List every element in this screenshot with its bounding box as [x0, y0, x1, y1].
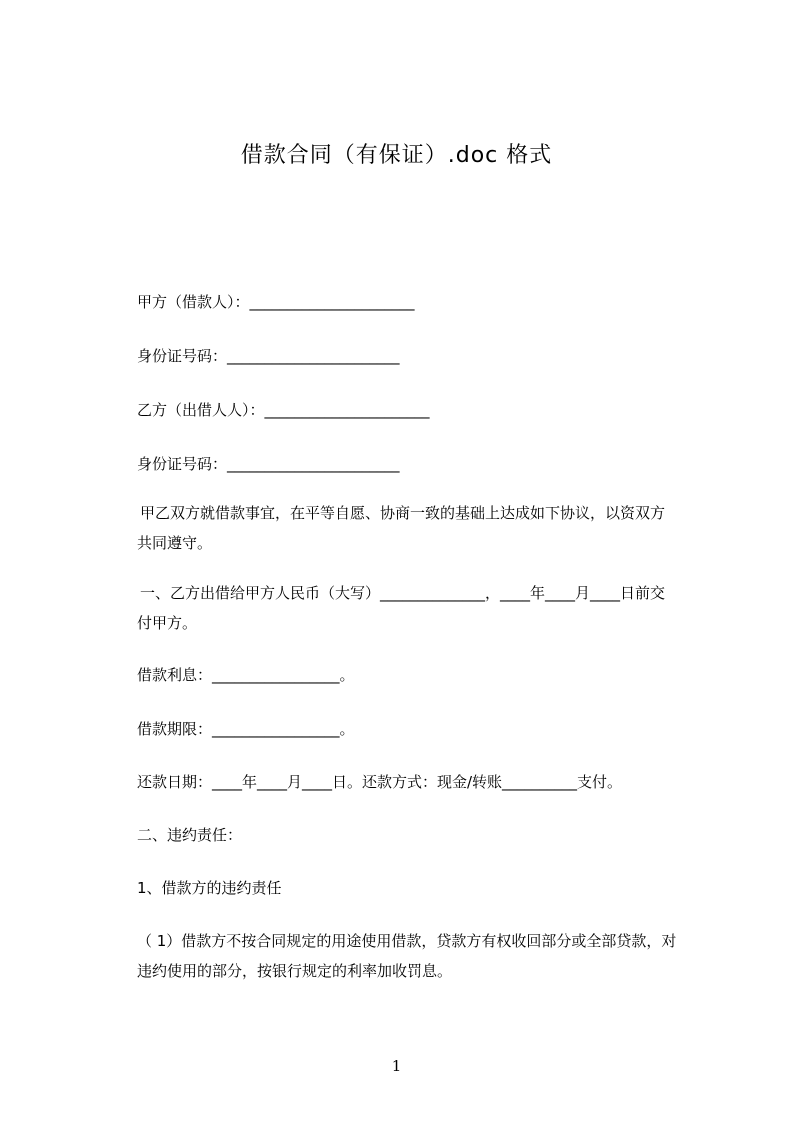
repayment-field: 还款日期：____年____月____日。还款方式：现金/转账__________支付。	[137, 773, 623, 791]
clause-2-heading: 二、违约责任：	[137, 826, 243, 844]
intro-line-2: 共同遵守。	[137, 534, 213, 552]
clause-1-paragraph	[137, 578, 697, 638]
party-a-id-field: 身份证号码：_______________________	[137, 347, 400, 365]
intro-paragraph	[137, 498, 697, 558]
interest-field: 借款利息：_________________。	[137, 666, 355, 684]
clause-1-line-2: 付甲方。	[137, 614, 198, 632]
party-a-field: 甲方（借款人）：______________________	[137, 293, 415, 311]
party-b-id-field: 身份证号码：_______________________	[137, 455, 400, 473]
party-b-field: 乙方（出借人人）：______________________	[137, 401, 430, 419]
clause-1-line-1: 一、乙方出借给甲方人民币（大写）______________，____年____月____日前交	[140, 584, 666, 602]
term-field: 借款期限：_________________。	[137, 720, 355, 738]
intro-line-1: 甲乙双方就借款事宜，在平等自愿、协商一致的基础上达成如下协议，以资双方	[140, 504, 666, 522]
page-number: 1	[391, 1057, 402, 1075]
sub-1-item-1-line-2: 违约使用的部分，按银行规定的利率加收罚息。	[137, 962, 453, 980]
sub-1-item-1-paragraph	[137, 926, 717, 986]
sub-1-heading: 1、借款方的违约责任	[137, 879, 282, 897]
sub-1-item-1-line-1: （ 1）借款方不按合同规定的用途使用借款，贷款方有权收回部分或全部贷款，对	[137, 932, 677, 950]
document-title: 借款合同（有保证）.doc 格式	[240, 143, 553, 168]
